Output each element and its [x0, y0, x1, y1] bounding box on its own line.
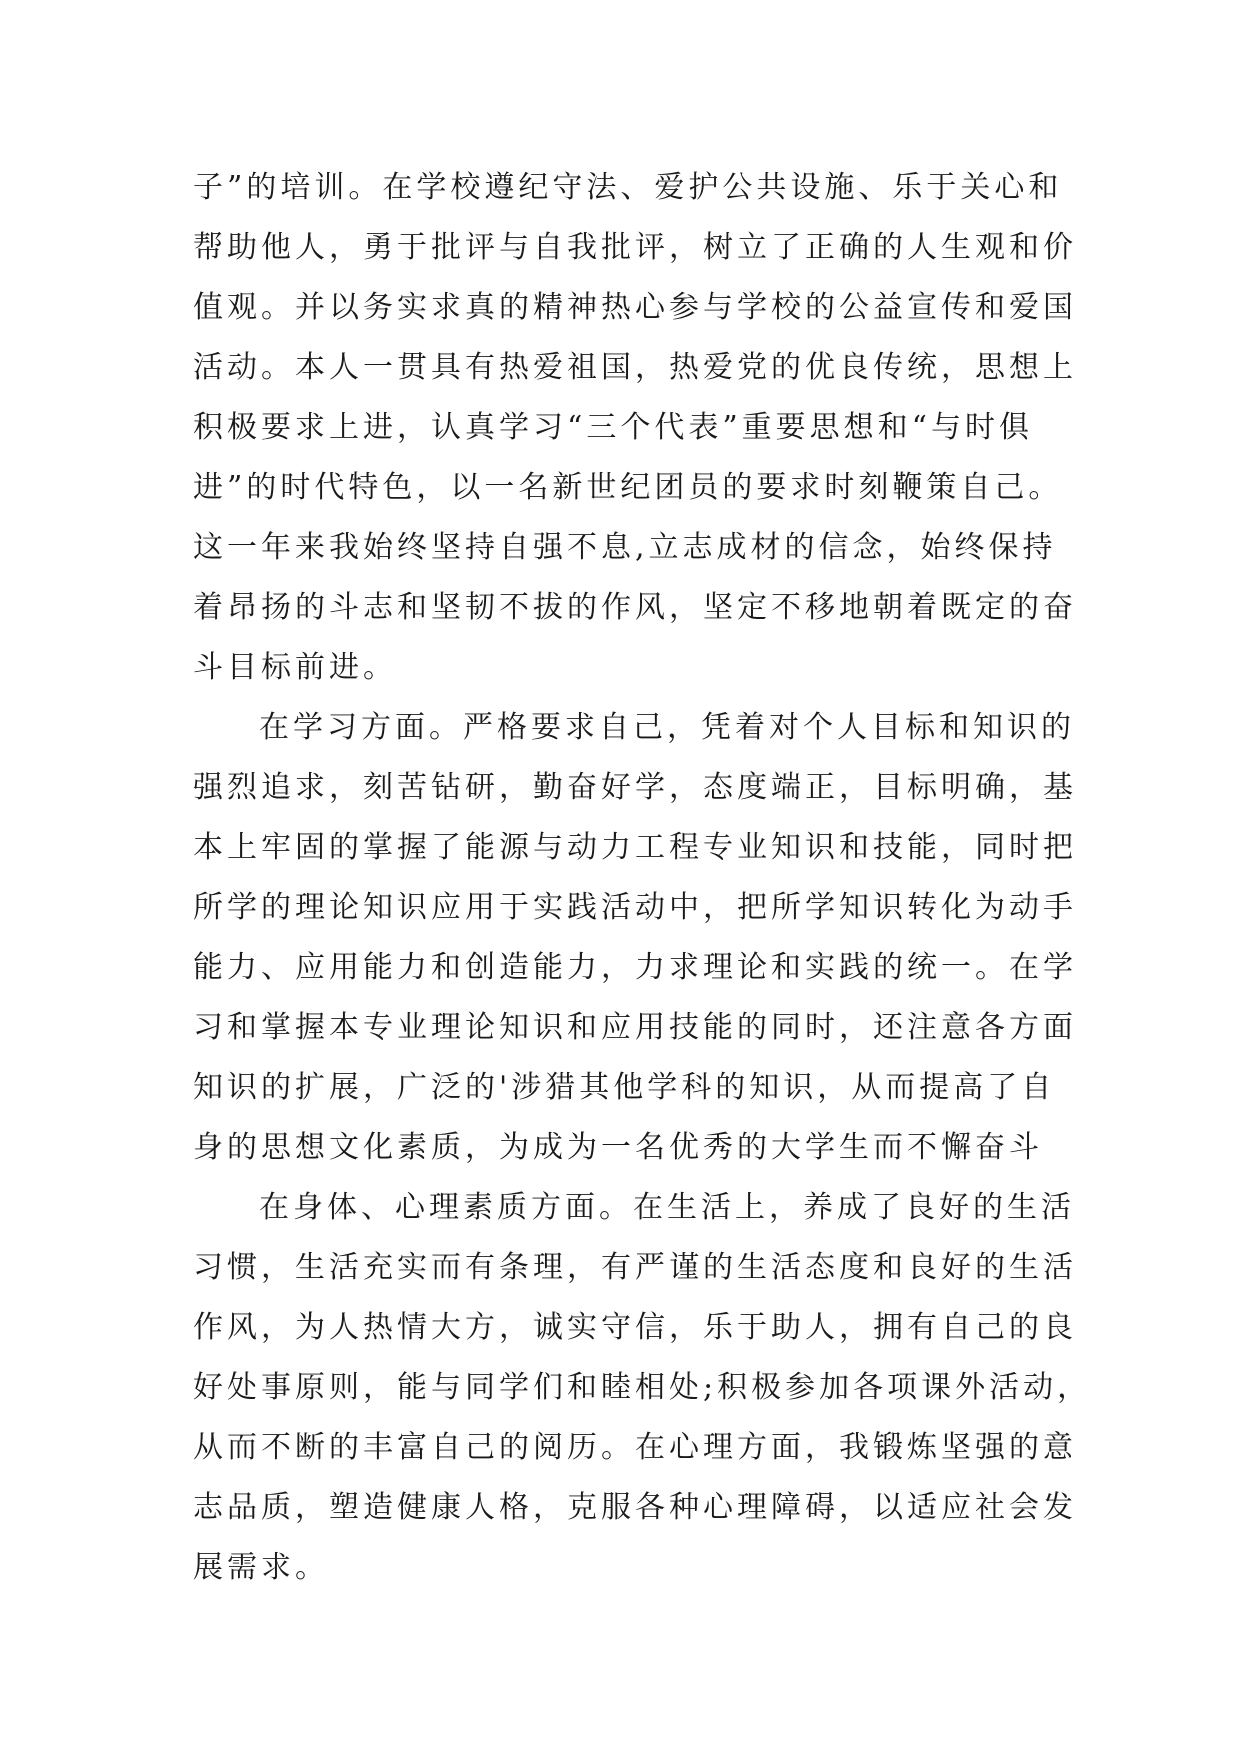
text-line: 这一年来我始终坚持自强不息,立志成材的信念，始终保持 [193, 530, 1057, 565]
text-line: 斗目标前进。 [193, 650, 397, 685]
text-line: 作风，为人热情大方，诚实守信，乐于助人，拥有自己的良 [193, 1310, 1077, 1345]
text-line: 所学的理论知识应用于实践活动中，把所学知识转化为动手 [193, 890, 1077, 925]
text-line: 展需求。 [193, 1550, 329, 1585]
text-line: 进”的时代特色，以一名新世纪团员的要求时刻鞭策自己。 [193, 470, 1063, 505]
text-line: 能力、应用能力和创造能力，力求理论和实践的统一。在学 [193, 950, 1077, 985]
text-line: 着昂扬的斗志和坚韧不拔的作风，坚定不移地朝着既定的奋 [193, 590, 1077, 625]
text-line: 志品质，塑造健康人格，克服各种心理障碍，以适应社会发 [193, 1490, 1077, 1525]
text-line: 从而不断的丰富自己的阅历。在心理方面，我锻炼坚强的意 [193, 1430, 1077, 1465]
text-line: 知识的扩展，广泛的'涉猎其他学科的知识，从而提高了自 [193, 1070, 1056, 1105]
text-line: 身的思想文化素质，为成为一名优秀的大学生而不懈奋斗 [193, 1130, 1043, 1165]
text-line: 帮助他人，勇于批评与自我批评，树立了正确的人生观和价 [193, 230, 1077, 265]
text-line: 强烈追求，刻苦钻研，勤奋好学，态度端正，目标明确，基 [193, 770, 1077, 805]
text-line: 习惯，生活充实而有条理，有严谨的生活态度和良好的生活 [193, 1250, 1077, 1285]
text-line: 本上牢固的掌握了能源与动力工程专业知识和技能，同时把 [193, 830, 1077, 865]
paragraph-start-line: 在身体、心理素质方面。在生活上，养成了良好的生活 [259, 1190, 1075, 1225]
text-line: 好处事原则，能与同学们和睦相处;积极参加各项课外活动， [193, 1370, 1092, 1405]
text-line: 习和掌握本专业理论知识和应用技能的同时，还注意各方面 [193, 1010, 1077, 1045]
text-line: 积极要求上进，认真学习“三个代表”重要思想和“与时俱 [193, 410, 1034, 445]
text-line: 值观。并以务实求真的精神热心参与学校的公益宣传和爱国 [193, 290, 1077, 325]
text-line: 活动。本人一贯具有热爱祖国，热爱党的优良传统，思想上 [193, 350, 1077, 385]
document-body [193, 158, 1092, 1598]
text-line: 子”的培训。在学校遵纪守法、爱护公共设施、乐于关心和 [193, 170, 1063, 205]
paragraph-start-line: 在学习方面。严格要求自己，凭着对个人目标和知识的 [259, 710, 1075, 745]
